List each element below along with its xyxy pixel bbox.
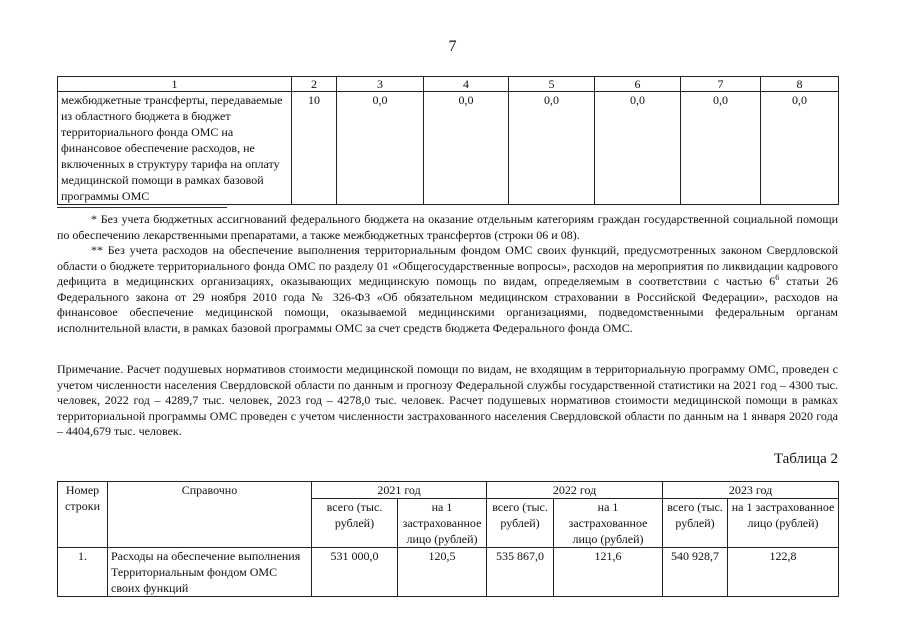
- header-cell: 7: [681, 77, 761, 92]
- header-year: 2021 год: [312, 482, 487, 499]
- footnote-separator: [57, 207, 227, 208]
- header-cell: 8: [761, 77, 839, 92]
- footnote-2-text-a: ** Без учета расходов на обеспечение выполнения территориальным фондом ОМС своих функций, предусмотренных законом Свердловской области о бюджете территориального фонда ОМС по разделу 01 «Общегосударственные вопросы», расходов на мероприятия по ликвидации кадрового дефицита в медицинских организациях, оказывающих медицинскую помощь по видам, определяемым в соответствии с частью 6: [57, 243, 838, 289]
- value-cell: 531 000,0: [312, 548, 398, 597]
- value-cell: 0,0: [337, 92, 424, 205]
- row-number-cell: 1.: [58, 548, 108, 597]
- subheader-per-capita: на 1 застрахованное лицо (рублей): [398, 499, 487, 548]
- header-cell: 5: [509, 77, 595, 92]
- value-cell: 122,8: [728, 548, 839, 597]
- subheader-total: всего (тыс. рублей): [487, 499, 554, 548]
- value-cell: 0,0: [761, 92, 839, 205]
- footnote-2: [57, 243, 838, 337]
- table-header-row: [58, 482, 839, 499]
- header-cell: 3: [337, 77, 424, 92]
- header-year: 2023 год: [663, 482, 839, 499]
- reference-table: [57, 481, 839, 597]
- table-header-row: [58, 77, 839, 92]
- value-cell: 0,0: [681, 92, 761, 205]
- row-code-cell: 10: [292, 92, 337, 205]
- subheader-per-capita: на 1 застрахованное лицо (рублей): [728, 499, 839, 548]
- footnote-1: [57, 212, 838, 243]
- header-number: Номер строки: [58, 482, 108, 548]
- header-cell: 6: [595, 77, 681, 92]
- header-year: 2022 год: [487, 482, 663, 499]
- value-cell: 0,0: [509, 92, 595, 205]
- row-name-cell: Расходы на обеспечение выполнения Территориальным фондом ОМС своих функций: [108, 548, 312, 597]
- table-row: [58, 548, 839, 597]
- subheader-total: всего (тыс. рублей): [312, 499, 398, 548]
- table-row: [58, 92, 839, 205]
- header-cell: 4: [424, 77, 509, 92]
- value-cell: 121,6: [554, 548, 663, 597]
- footnote-2-text-b: статьи 26 Федерального закона от 29 ноября 2010 года № 326-ФЗ «Об обязательном медицинском страховании в Российской Федерации», расходов на финансовое обеспечение медицинской помощи, оказываемой медицинскими организациями, подведомственными федеральным органам исполнительной власти, в рамках базовой программы ОМС за счет средств бюджета Федерального фонда ОМС.: [57, 274, 838, 335]
- value-cell: 540 928,7: [663, 548, 728, 597]
- subheader-per-capita: на 1 застрахованное лицо (рублей): [554, 499, 663, 548]
- header-cell: 2: [292, 77, 337, 92]
- page-number: 7: [448, 38, 457, 55]
- subheader-total: всего (тыс. рублей): [663, 499, 728, 548]
- header-reference: Справочно: [108, 482, 312, 548]
- note-paragraph: Примечание. Расчет подушевых нормативов стоимости медицинской помощи по видам, не входящим в территориальную программу ОМС, проведен с учетом численности населения Свердловской области по данным и прогнозу Федеральной службы государственной статистики на 2021 год – 4300 тыс. человек, 2022 год – 4289,7 тыс. человек, 2023 год – 4278,0 тыс. человек. Расчет подушевых нормативов стоимости медицинской помощи в рамках территориальной программы ОМС проведен с учетом численности застрахованного населения Свердловской области по данным на 1 января 2020 года – 4404,679 тыс. человек.: [57, 362, 838, 439]
- row-name-cell: межбюджетные трансферты, передаваемые из областного бюджета в бюджет территориального фонда ОМС на финансовое обеспечение расходов, не включенных в структуру тарифа на оплату медицинской помощи в рамках базовой программы ОМС: [58, 92, 292, 205]
- value-cell: 120,5: [398, 548, 487, 597]
- footnote-1-text: * Без учета бюджетных ассигнований федерального бюджета на оказание отдельным категориям граждан государственной социальной помощи по обеспечению лекарственными препаратами, а также межбюджетных трансфертов (строки 06 и 08).: [57, 212, 838, 242]
- value-cell: 0,0: [595, 92, 681, 205]
- funding-table: [57, 76, 839, 205]
- value-cell: 0,0: [424, 92, 509, 205]
- table-caption: Таблица 2: [773, 451, 838, 467]
- header-cell: 1: [58, 77, 292, 92]
- footnote-2-superscript: 6: [775, 273, 780, 283]
- value-cell: 535 867,0: [487, 548, 554, 597]
